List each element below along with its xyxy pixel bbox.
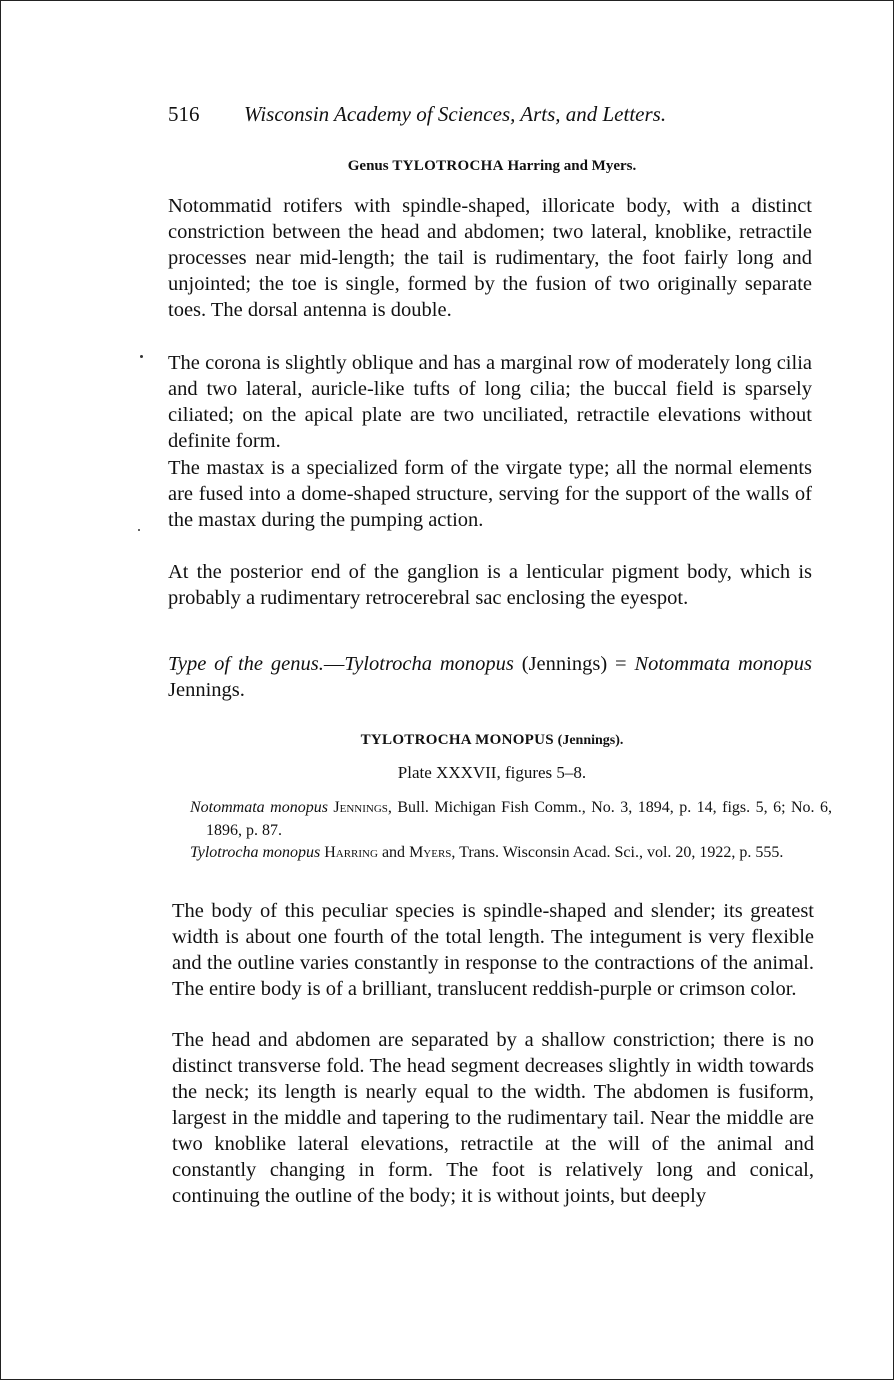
type-synonym: Notommata monopus bbox=[634, 653, 812, 675]
synonymy-conj: and bbox=[377, 844, 410, 861]
species-paragraph-1: The body of this peculiar species is spindle-shaped and slender; its greatest width is about one fourth of the total length. The integument is very flexible and the outline varies constantly in response to the contractions of the animal. The entire body is of a brilliant, translucent reddish-purple or crimson color. bbox=[172, 900, 814, 1000]
genus-paragraph-3: The mastax is a specialized form of the virgate type; all the normal elements are fused into a dome-shaped structure, serving for the support of the walls of the mastax during the pumping action. bbox=[168, 457, 812, 531]
species-heading bbox=[168, 732, 816, 749]
species-paragraph-2: The head and abdomen are separated by a shallow constriction; there is no distinct transverse fold. The head segment decreases slightly in width towards the neck; its length is nearly equal to the width. The abdomen is fusiform, largest in the middle and tapering to the rudimentary tail. Near the middle are two knoblike lateral elevations, retractile at the will of the animal and constantly changing in form. The foot is relatively long and conical, continuing the outline of the body; it is without joints, but deeply bbox=[172, 1029, 814, 1207]
journal-title: Wisconsin Academy of Sciences, Arts, and Letters. bbox=[244, 102, 667, 126]
synonymy-author: Jennings bbox=[333, 799, 388, 816]
species-heading-name: TYLOTROCHA MONOPUS bbox=[360, 732, 554, 748]
genus-paragraph-2: The corona is slightly oblique and has a marginal row of moderately long cilia and two lateral, auricle-like tufts of long cilia; the buccal field is sparsely ciliated; on the apical plate are two unciliated, retractile elevations without definite form. bbox=[168, 352, 812, 452]
plate-reference: Plate XXXVII, figures 5–8. bbox=[397, 763, 587, 782]
genus-heading-name: TYLOTROCHA bbox=[392, 158, 504, 174]
synonymy-taxon: Tylotrocha monopus bbox=[190, 844, 321, 861]
genus-heading bbox=[168, 158, 816, 175]
genus-paragraph-1: Notommatid rotifers with spindle-shaped, illoricate body, with a distinct constriction between the head and abdomen; two lateral, knoblike, retractile processes near mid-length; the tail is rudimentary, the foot fairly long and unjointed; the toe is single, formed by the fusion of two originally separate toes. The dorsal antenna is double. bbox=[168, 195, 812, 321]
synonymy-citation: , Bull. Michigan Fish Comm., No. 3, 1894, p. 14, figs. 5, 6; No. 6, 1896, p. 87. bbox=[206, 799, 832, 839]
type-species: Tylotrocha monopus bbox=[344, 653, 514, 675]
synonymy-entry-2 bbox=[190, 841, 832, 864]
page-number: 516 bbox=[168, 102, 200, 126]
running-head bbox=[168, 100, 818, 128]
type-label: Type of the genus. bbox=[168, 653, 324, 675]
type-dash: — bbox=[323, 653, 345, 675]
species-heading-authority: (Jennings). bbox=[557, 733, 624, 748]
synonymy-taxon: Notommata monopus bbox=[190, 799, 328, 816]
genus-heading-prefix: Genus bbox=[347, 158, 389, 174]
type-of-genus bbox=[168, 651, 812, 703]
type-synonym-author: Jennings. bbox=[168, 679, 245, 701]
synonymy-author-2: Myers bbox=[409, 844, 452, 861]
synonymy-citation: , Trans. Wisconsin Acad. Sci., vol. 20, 1922, p. 555. bbox=[451, 844, 784, 861]
margin-speck bbox=[140, 355, 143, 358]
synonymy-author: Harring bbox=[324, 844, 378, 861]
genus-heading-authors: Harring and Myers. bbox=[507, 158, 637, 174]
synonymy-entry-1 bbox=[190, 796, 832, 842]
genus-paragraph-4: At the posterior end of the ganglion is a lenticular pigment body, which is probably a rudimentary retrocerebral sac enclosing the eyespot. bbox=[168, 561, 812, 609]
margin-speck bbox=[138, 529, 140, 531]
type-authority: (Jennings) = bbox=[513, 653, 635, 675]
